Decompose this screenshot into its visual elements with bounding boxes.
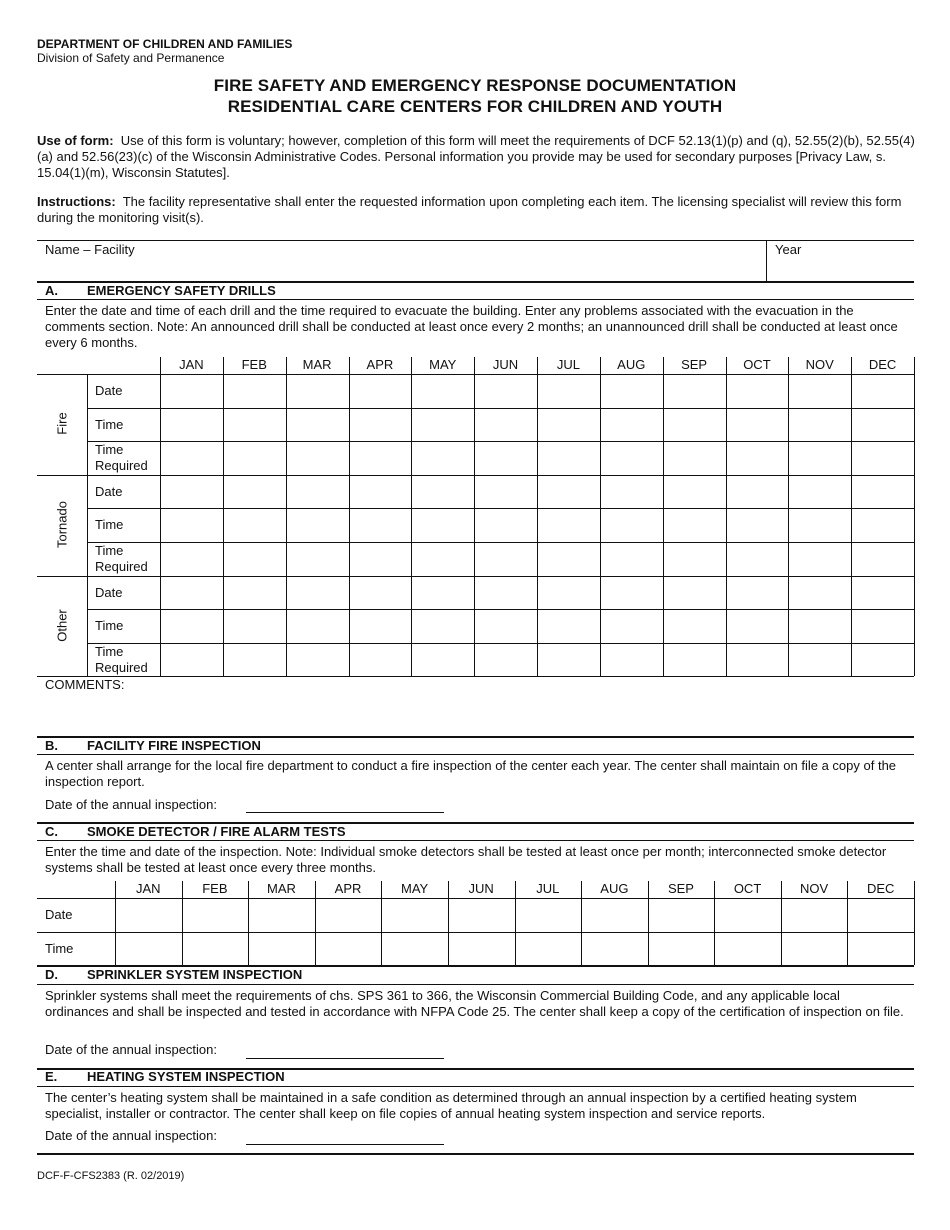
- smoke-month-header: AUG: [600, 881, 629, 896]
- section-e-title: HEATING SYSTEM INSPECTION: [87, 1069, 285, 1084]
- smoke-cell-input[interactable]: [516, 933, 581, 965]
- drill-cell-input[interactable]: [601, 509, 662, 541]
- drill-row-label: Time Required: [95, 442, 148, 474]
- drill-cell-input[interactable]: [852, 409, 913, 441]
- smoke-cell-input[interactable]: [316, 933, 381, 965]
- drill-cell-input[interactable]: [852, 543, 913, 575]
- drill-cell-input[interactable]: [727, 509, 788, 541]
- instructions-text: The facility representative shall enter the requested information upon completing each item. The licensing specialist will review this form during the monitoring visit(s).: [37, 194, 902, 225]
- drill-cell-input[interactable]: [475, 509, 536, 541]
- smoke-month-header: FEB: [202, 881, 228, 896]
- drill-cell-input[interactable]: [350, 442, 411, 474]
- drill-cell-input[interactable]: [538, 577, 599, 609]
- name-facility-input[interactable]: [37, 256, 766, 280]
- comments-label: COMMENTS:: [45, 677, 125, 692]
- smoke-month-header: MAR: [267, 881, 296, 896]
- drill-cell-input[interactable]: [287, 577, 348, 609]
- drill-cell-input[interactable]: [852, 577, 913, 609]
- section-e-date-label: Date of the annual inspection:: [45, 1128, 218, 1143]
- drill-cell-input[interactable]: [789, 375, 850, 407]
- drill-cell-input[interactable]: [727, 610, 788, 642]
- smoke-cell-input[interactable]: [582, 933, 647, 965]
- drill-cell-input[interactable]: [350, 409, 411, 441]
- section-a-text: Enter the date and time of each drill and the time required to evacuate the building. Enter any problems associated with the evacuation in the comments section. Note: An announced drill shall be conducted at least once every 2 months; an unannounced drill shall be conducted at least once every 6 months.: [45, 303, 898, 350]
- section-a-letter: A.: [45, 283, 58, 298]
- drill-month-header: NOV: [805, 357, 834, 372]
- smoke-month-header: DEC: [866, 881, 895, 896]
- drill-cell-input[interactable]: [412, 644, 473, 676]
- drill-cell-input[interactable]: [727, 644, 788, 676]
- smoke-cell-input[interactable]: [382, 899, 447, 931]
- drill-row-label: Time Required: [95, 543, 148, 574]
- drill-row-label: Time: [95, 517, 124, 533]
- section-b-letter: B.: [45, 738, 58, 753]
- drill-cell-input[interactable]: [727, 375, 788, 407]
- smoke-cell-input[interactable]: [715, 899, 780, 931]
- drill-cell-input[interactable]: [475, 644, 536, 676]
- smoke-cell-input[interactable]: [382, 933, 447, 965]
- section-a-header: [45, 283, 276, 298]
- smoke-month-header: MAY: [401, 881, 429, 896]
- drill-cell-input[interactable]: [224, 409, 285, 441]
- drill-group-label: Fire: [54, 412, 70, 436]
- drill-cell-input[interactable]: [475, 543, 536, 575]
- drill-row-label: Date: [95, 483, 123, 499]
- drill-cell-input[interactable]: [538, 476, 599, 508]
- drill-cell-input[interactable]: [664, 442, 725, 474]
- drill-cell-input[interactable]: [789, 409, 850, 441]
- drill-cell-input[interactable]: [161, 476, 222, 508]
- drill-row-label: Time Required: [95, 643, 148, 675]
- drill-cell-input[interactable]: [224, 509, 285, 541]
- smoke-cell-input[interactable]: [516, 899, 581, 931]
- drill-cell-input[interactable]: [224, 644, 285, 676]
- drill-cell-input[interactable]: [601, 543, 662, 575]
- drill-cell-input[interactable]: [412, 375, 473, 407]
- drill-cell-input[interactable]: [350, 543, 411, 575]
- drill-cell-input[interactable]: [475, 375, 536, 407]
- drill-cell-input[interactable]: [161, 610, 222, 642]
- smoke-cell-input[interactable]: [183, 933, 248, 965]
- drill-cell-input[interactable]: [224, 375, 285, 407]
- smoke-month-header: JAN: [136, 881, 161, 896]
- drill-cell-input[interactable]: [664, 476, 725, 508]
- drill-month-header: SEP: [681, 357, 708, 372]
- drill-cell-input[interactable]: [789, 442, 850, 474]
- drill-cell-input[interactable]: [664, 610, 725, 642]
- smoke-cell-input[interactable]: [582, 899, 647, 931]
- drill-month-header: JAN: [179, 357, 204, 372]
- drill-cell-input[interactable]: [538, 409, 599, 441]
- smoke-month-header: JUL: [536, 881, 560, 896]
- drill-cell-input[interactable]: [852, 375, 913, 407]
- section-d-date-label: Date of the annual inspection:: [45, 1042, 218, 1057]
- drill-cell-input[interactable]: [852, 509, 913, 541]
- section-b-header: [45, 738, 261, 753]
- drill-cell-input[interactable]: [727, 577, 788, 609]
- drill-cell-input[interactable]: [538, 543, 599, 575]
- drill-cell-input[interactable]: [475, 577, 536, 609]
- drill-cell-input[interactable]: [224, 543, 285, 575]
- section-b-text: A center shall arrange for the local fire department to conduct a fire inspection of the center each year. The center shall maintain on file a copy of the inspection report.: [45, 758, 897, 789]
- smoke-month-header: APR: [334, 881, 362, 896]
- section-b-date-input[interactable]: [246, 812, 444, 813]
- section-c-title: SMOKE DETECTOR / FIRE ALARM TESTS: [87, 824, 346, 839]
- drill-cell-input[interactable]: [161, 442, 222, 474]
- drill-cell-input[interactable]: [350, 476, 411, 508]
- use-of-form: [37, 133, 917, 181]
- drill-cell-input[interactable]: [350, 577, 411, 609]
- smoke-cell-input[interactable]: [316, 899, 381, 931]
- drill-cell-input[interactable]: [727, 543, 788, 575]
- instructions-label: Instructions:: [37, 194, 116, 209]
- drill-month-header: DEC: [868, 357, 897, 372]
- drill-month-header: AUG: [617, 357, 646, 372]
- drill-cell-input[interactable]: [664, 409, 725, 441]
- drill-cell-input[interactable]: [789, 476, 850, 508]
- drill-cell-input[interactable]: [224, 610, 285, 642]
- smoke-cell-input[interactable]: [249, 933, 314, 965]
- drill-cell-input[interactable]: [601, 644, 662, 676]
- section-e-letter: E.: [45, 1069, 58, 1084]
- use-of-form-text: Use of this form is voluntary; however, completion of this form will meet the requirements of DCF 52.13(1)(p) and (q), 52.55(2)(b), 52.55(4)(a) and 52.56(23)(c) of the Wisconsin Administrative Codes. Personal information you provide may be used for secondary purposes [Privacy Law, s. 15.04(1)(m), Wisconsin Statutes].: [37, 133, 915, 180]
- section-b-title: FACILITY FIRE INSPECTION: [87, 738, 261, 753]
- section-d-text: Sprinkler systems shall meet the requirements of chs. SPS 361 to 366, the Wisconsin Commercial Building Code, and any applicable local ordinances and shall be inspected and tested in accordance with NFPA Code 25. The center shall keep a copy of the certification of inspection on file.: [45, 988, 904, 1019]
- division-name: Division of Safety and Permanence: [37, 51, 225, 65]
- drill-cell-input[interactable]: [789, 543, 850, 575]
- section-e-header: [45, 1069, 285, 1084]
- drill-month-header: OCT: [743, 357, 771, 372]
- drill-cell-input[interactable]: [287, 610, 348, 642]
- drill-cell-input[interactable]: [852, 442, 913, 474]
- department-name: DEPARTMENT OF CHILDREN AND FAMILIES: [37, 37, 293, 51]
- drill-row-label: Time: [95, 416, 124, 432]
- section-d-title: SPRINKLER SYSTEM INSPECTION: [87, 967, 303, 982]
- drill-cell-input[interactable]: [601, 476, 662, 508]
- drill-cell-input[interactable]: [852, 644, 913, 676]
- section-d-letter: D.: [45, 967, 58, 982]
- drill-cell-input[interactable]: [601, 375, 662, 407]
- smoke-cell-input[interactable]: [649, 899, 714, 931]
- section-c-text: Enter the time and date of the inspection. Note: Individual smoke detectors shall be tested at least once per month; interconnected smoke detector systems shall be tested at least once every three months.: [45, 844, 887, 875]
- drill-group-label: Other: [54, 609, 70, 642]
- drill-cell-input[interactable]: [412, 476, 473, 508]
- drill-cell-input[interactable]: [412, 543, 473, 575]
- smoke-cell-input[interactable]: [715, 933, 780, 965]
- drill-cell-input[interactable]: [412, 409, 473, 441]
- drill-cell-input[interactable]: [475, 409, 536, 441]
- drill-row-label: Date: [95, 584, 123, 600]
- smoke-cell-input[interactable]: [449, 933, 514, 965]
- drill-cell-input[interactable]: [287, 442, 348, 474]
- drill-cell-input[interactable]: [224, 577, 285, 609]
- drill-row-label: Time: [95, 618, 124, 634]
- drill-cell-input[interactable]: [161, 543, 222, 575]
- drill-cell-input[interactable]: [789, 509, 850, 541]
- drill-cell-input[interactable]: [287, 476, 348, 508]
- drill-month-header: FEB: [241, 357, 267, 372]
- drill-cell-input[interactable]: [161, 409, 222, 441]
- drill-cell-input[interactable]: [475, 610, 536, 642]
- drill-cell-input[interactable]: [350, 509, 411, 541]
- drill-cell-input[interactable]: [852, 476, 913, 508]
- year-input[interactable]: [767, 256, 914, 280]
- smoke-cell-input[interactable]: [848, 899, 913, 931]
- drill-row-label: Date: [95, 383, 123, 398]
- drill-cell-input[interactable]: [287, 644, 348, 676]
- drill-cell-input[interactable]: [789, 644, 850, 676]
- form-title-line1: FIRE SAFETY AND EMERGENCY RESPONSE DOCUMENTATION: [213, 76, 737, 95]
- form-id: DCF-F-CFS2383 (R. 02/2019): [37, 1170, 185, 1182]
- drill-cell-input[interactable]: [350, 375, 411, 407]
- smoke-cell-input[interactable]: [782, 933, 847, 965]
- name-facility-label: Name – Facility: [45, 242, 135, 257]
- drill-cell-input[interactable]: [664, 509, 725, 541]
- section-c-letter: C.: [45, 824, 58, 839]
- drill-cell-input[interactable]: [727, 409, 788, 441]
- smoke-month-header: SEP: [667, 881, 694, 896]
- smoke-cell-input[interactable]: [449, 899, 514, 931]
- drill-cell-input[interactable]: [538, 644, 599, 676]
- smoke-cell-input[interactable]: [848, 933, 913, 965]
- smoke-cell-input[interactable]: [782, 899, 847, 931]
- section-a-title: EMERGENCY SAFETY DRILLS: [87, 283, 276, 298]
- drill-cell-input[interactable]: [538, 375, 599, 407]
- drill-cell-input[interactable]: [412, 577, 473, 609]
- drill-cell-input[interactable]: [601, 409, 662, 441]
- drill-cell-input[interactable]: [161, 375, 222, 407]
- smoke-cell-input[interactable]: [116, 933, 181, 965]
- drill-cell-input[interactable]: [475, 476, 536, 508]
- drill-cell-input[interactable]: [161, 644, 222, 676]
- smoke-row-label: Time: [45, 940, 74, 956]
- drill-cell-input[interactable]: [664, 577, 725, 609]
- drill-cell-input[interactable]: [601, 610, 662, 642]
- drill-cell-input[interactable]: [350, 644, 411, 676]
- form-title-line2: RESIDENTIAL CARE CENTERS FOR CHILDREN AND YOUTH: [227, 97, 723, 116]
- drill-cell-input[interactable]: [161, 577, 222, 609]
- drill-cell-input[interactable]: [224, 476, 285, 508]
- smoke-cell-input[interactable]: [116, 899, 181, 931]
- drill-cell-input[interactable]: [287, 375, 348, 407]
- drill-month-header: JUL: [556, 357, 580, 372]
- smoke-cell-input[interactable]: [649, 933, 714, 965]
- instructions: [37, 194, 917, 226]
- smoke-month-header: OCT: [733, 881, 762, 896]
- drill-cell-input[interactable]: [601, 442, 662, 474]
- section-e-text: The center’s heating system shall be maintained in a safe condition as determined through an annual inspection by a certified heating system specialist, installer or contractor. The center shall keep on file copies of annual heating system inspection and service reports.: [45, 1090, 857, 1121]
- drill-cell-input[interactable]: [664, 375, 725, 407]
- section-d-date-input[interactable]: [246, 1058, 444, 1059]
- smoke-cell-input[interactable]: [249, 899, 314, 931]
- drill-cell-input[interactable]: [727, 476, 788, 508]
- drill-cell-input[interactable]: [789, 577, 850, 609]
- drill-cell-input[interactable]: [601, 577, 662, 609]
- drill-cell-input[interactable]: [224, 442, 285, 474]
- drill-cell-input[interactable]: [664, 644, 725, 676]
- year-label: Year: [775, 242, 802, 257]
- comments-input[interactable]: [37, 694, 914, 734]
- drill-cell-input[interactable]: [852, 610, 913, 642]
- drill-cell-input[interactable]: [350, 610, 411, 642]
- section-d-header: [45, 967, 302, 982]
- drill-month-header: JUN: [492, 357, 519, 372]
- drill-cell-input[interactable]: [475, 442, 536, 474]
- drill-month-header: MAY: [429, 357, 457, 372]
- drill-cell-input[interactable]: [538, 610, 599, 642]
- section-b-date-label: Date of the annual inspection:: [45, 797, 218, 812]
- smoke-cell-input[interactable]: [183, 899, 248, 931]
- smoke-row-label: Date: [45, 907, 73, 922]
- drill-cell-input[interactable]: [538, 509, 599, 541]
- drill-month-header: APR: [366, 357, 394, 372]
- drill-cell-input[interactable]: [161, 509, 222, 541]
- drill-month-header: MAR: [302, 357, 332, 372]
- drill-cell-input[interactable]: [287, 543, 348, 575]
- drill-cell-input[interactable]: [727, 442, 788, 474]
- drill-cell-input[interactable]: [789, 610, 850, 642]
- drill-group-label: Tornado: [54, 501, 70, 549]
- drill-cell-input[interactable]: [287, 409, 348, 441]
- smoke-month-header: JUN: [468, 881, 494, 896]
- use-of-form-label: Use of form:: [37, 133, 114, 148]
- drill-cell-input[interactable]: [412, 442, 473, 474]
- section-c-header: [45, 824, 346, 839]
- drill-cell-input[interactable]: [412, 610, 473, 642]
- drill-cell-input[interactable]: [412, 509, 473, 541]
- drill-cell-input[interactable]: [664, 543, 725, 575]
- drill-cell-input[interactable]: [538, 442, 599, 474]
- smoke-month-header: NOV: [800, 881, 829, 896]
- drill-cell-input[interactable]: [287, 509, 348, 541]
- section-e-date-input[interactable]: [246, 1144, 444, 1145]
